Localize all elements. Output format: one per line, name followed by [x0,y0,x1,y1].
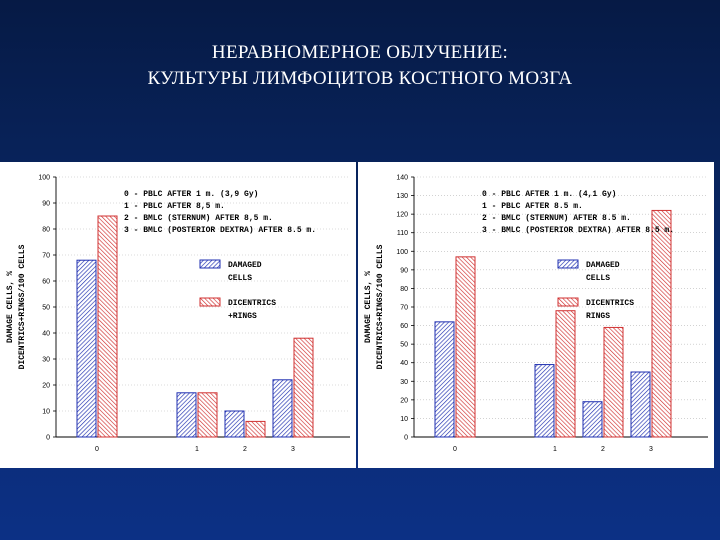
y-tick-label: 30 [400,378,408,386]
bar-chart-right [358,162,714,468]
bar-dicentrics-3 [294,338,313,437]
legend-series-label: CELLS [228,274,253,283]
y-tick-label: 80 [42,226,50,234]
y-tick-label: 60 [400,323,408,331]
y-tick-label: 90 [400,267,408,275]
legend-series-label: RINGS [586,312,611,321]
legend-series-label: +RINGS [228,312,257,321]
x-tick-label: 0 [95,446,99,453]
y-tick-label: 40 [42,330,50,338]
y-tick-label: 110 [396,230,408,238]
bar-dicentrics-2 [246,421,265,437]
chart-panel-right [358,162,714,468]
y-tick-label: 60 [42,278,50,286]
bar-damaged-cells-1 [535,365,554,437]
legend-swatch-damaged [558,260,578,268]
x-tick-label: 1 [195,446,199,453]
y-axis-label-line-2: DICENTRICS+RINGS/100 CELLS [376,244,385,370]
legend-swatch-dicentrics [558,298,578,306]
bar-chart-left [0,162,356,468]
x-tick-label: 3 [291,446,295,453]
y-tick-label: 120 [396,211,408,219]
legend-description-line: 1 - PBLC AFTER 8.5 m. [482,202,583,211]
y-tick-label: 10 [42,408,50,416]
legend-series-label: DICENTRICS [228,299,277,308]
y-tick-label: 70 [400,304,408,312]
legend-description-line: 3 - BMLC (POSTERIOR DEXTRA) AFTER 8.5 m. [124,226,317,235]
y-tick-label: 40 [400,360,408,368]
legend-swatch-damaged [200,260,220,268]
y-tick-label: 0 [46,434,50,442]
legend-description-line: 0 - PBLC AFTER 1 m. (3,9 Gy) [124,190,259,199]
bar-damaged-cells-3 [273,380,292,437]
bar-damaged-cells-2 [225,411,244,437]
y-tick-label: 0 [404,434,408,442]
legend-series-label: DICENTRICS [586,299,635,308]
legend-description-line: 3 - BMLC (POSTERIOR DEXTRA) AFTER 8.5 m. [482,226,675,235]
y-tick-label: 50 [42,304,50,312]
y-axis-label-line-1: DAMAGE CELLS, % [6,270,15,344]
bar-dicentrics-0 [456,257,475,437]
bar-damaged-cells-1 [177,393,196,437]
bar-damaged-cells-2 [583,402,602,437]
slide-title [0,40,720,92]
y-tick-label: 20 [400,397,408,405]
x-tick-label: 3 [649,446,653,453]
bar-dicentrics-0 [98,216,117,437]
y-tick-label: 80 [400,285,408,293]
bar-dicentrics-2 [604,327,623,437]
bar-damaged-cells-3 [631,372,650,437]
slide-title-line-1: НЕРАВНОМЕРНОЕ ОБЛУЧЕНИЕ: [211,42,509,63]
legend-description-line: 1 - PBLC AFTER 8,5 m. [124,202,225,211]
bar-damaged-cells-0 [77,260,96,437]
legend-series-label: DAMAGED [228,261,262,270]
y-tick-label: 50 [400,341,408,349]
bar-dicentrics-1 [556,311,575,437]
legend-series-label: CELLS [586,274,611,283]
y-tick-label: 30 [42,356,50,364]
y-tick-label: 70 [42,252,50,260]
y-tick-label: 20 [42,382,50,390]
y-tick-label: 90 [42,200,50,208]
y-axis-label-line-1: DAMAGE CELLS, % [364,270,373,344]
x-tick-label: 0 [453,446,457,453]
y-tick-label: 100 [38,174,50,182]
y-tick-label: 10 [400,415,408,423]
bar-dicentrics-3 [652,210,671,437]
y-tick-label: 140 [396,174,408,182]
x-tick-label: 1 [553,446,557,453]
y-tick-label: 100 [396,248,408,256]
x-tick-label: 2 [243,446,247,453]
x-tick-label: 2 [601,446,605,453]
slide-title-line-2: КУЛЬТУРЫ ЛИМФОЦИТОВ КОСТНОГО МОЗГА [147,68,573,89]
legend-description-line: 2 - BMLC (STERNUM) AFTER 8.5 m. [482,214,631,223]
legend-description-line: 0 - PBLC AFTER 1 m. (4,1 Gy) [482,190,617,199]
y-axis-label-line-2: DICENTRICS+RINGS/100 CELLS [18,244,27,370]
legend-series-label: DAMAGED [586,261,620,270]
legend-swatch-dicentrics [200,298,220,306]
y-tick-label: 130 [396,193,408,201]
bar-damaged-cells-0 [435,322,454,437]
legend-description-line: 2 - BMLC (STERNUM) AFTER 8,5 m. [124,214,273,223]
bar-dicentrics-1 [198,393,217,437]
chart-panel-left [0,162,356,468]
